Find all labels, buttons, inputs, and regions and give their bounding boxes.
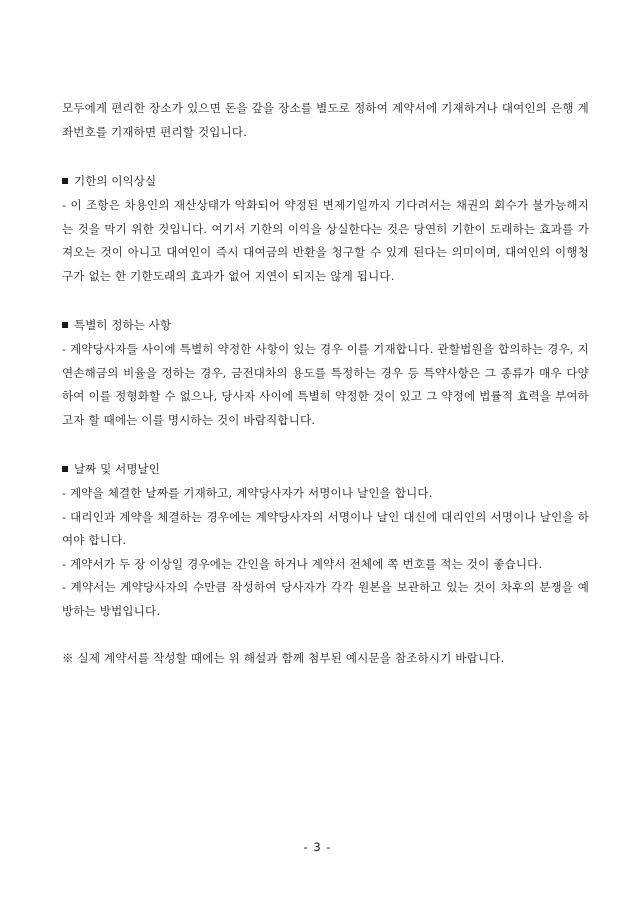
section-heading-text: 날짜 및 서명날인	[74, 462, 160, 476]
reference-note-block	[62, 647, 589, 671]
square-bullet-icon	[62, 466, 68, 472]
section-paragraph: - 대리인과 계약을 체결하는 경우에는 계약당사자의 서명이나 날인 대신에 대리인의 서명이나 날인을 하여야 합니다.	[62, 509, 589, 547]
section-acceleration	[62, 170, 589, 288]
section-paragraph: - 이 조항은 차용인의 재산상태가 악화되어 약정된 변제기일까지 기다려서는 채권의 회수가 불가능해지는 것을 막기 위한 것입니다. 여기서 기한의 이익을 상실한다는 것은 당연히 기한이 도래하는 효과를 가져오는 것이 아니고 대여인이 즉시 대여금의 반환을 청구할 수 있게 된다는 의미이며, 대여인의 이행청구가 없는 한 기한도래의 효과가 없어 지연이 되지는 않게 됩니다.	[62, 198, 589, 283]
page-number: - 3 -	[303, 840, 332, 854]
page-content	[62, 97, 589, 671]
section-heading	[62, 170, 589, 192]
reference-note: ※ 실제 계약서를 작성할 때에는 위 해설과 함께 첨부된 예시문을 참조하시기 바랍니다.	[62, 651, 505, 665]
section-heading-text: 특별히 정하는 사항	[74, 318, 172, 332]
section-heading-text: 기한의 이익상실	[74, 174, 157, 188]
section-paragraph: - 계약을 체결한 날짜를 기재하고, 계약당사자가 서명이나 날인을 합니다.	[62, 486, 433, 500]
section-special-terms	[62, 314, 589, 432]
section-paragraph: - 계약서는 계약당사자의 수만큼 작성하여 당사자가 각각 원본을 보관하고 있는 것이 차후의 분쟁을 예방하는 방법입니다.	[62, 580, 589, 618]
square-bullet-icon	[62, 322, 68, 328]
square-bullet-icon	[62, 178, 68, 184]
section-heading	[62, 458, 589, 480]
section-heading	[62, 314, 589, 336]
section-paragraph: - 계약서가 두 장 이상일 경우에는 간인을 하거나 계약서 전체에 쪽 번호를 적는 것이 좋습니다.	[62, 556, 543, 571]
section-paragraph: - 계약당사자들 사이에 특별히 약정한 사항이 있는 경우 이를 기재합니다. 관할법원을 합의하는 경우, 지연손해금의 비율을 정하는 경우, 금전대차의 용도를 특정하는 경우 등 특약사항은 그 종류가 매우 다양하여 이를 정형화할 수 없으나, 당사자 사이에 특별히 약정한 것이 있고 그 약정에 법률적 효력을 부여하고자 할 때에는 이를 명시하는 것이 바람직합니다.	[62, 342, 589, 427]
section-date-signature	[62, 458, 589, 623]
intro-paragraph: 모두에게 편리한 장소가 있으면 돈을 갚을 장소를 별도로 정하여 계약서에 기재하거나 대여인의 은행 계좌번호를 기재하면 편리할 것입니다.	[62, 101, 589, 139]
